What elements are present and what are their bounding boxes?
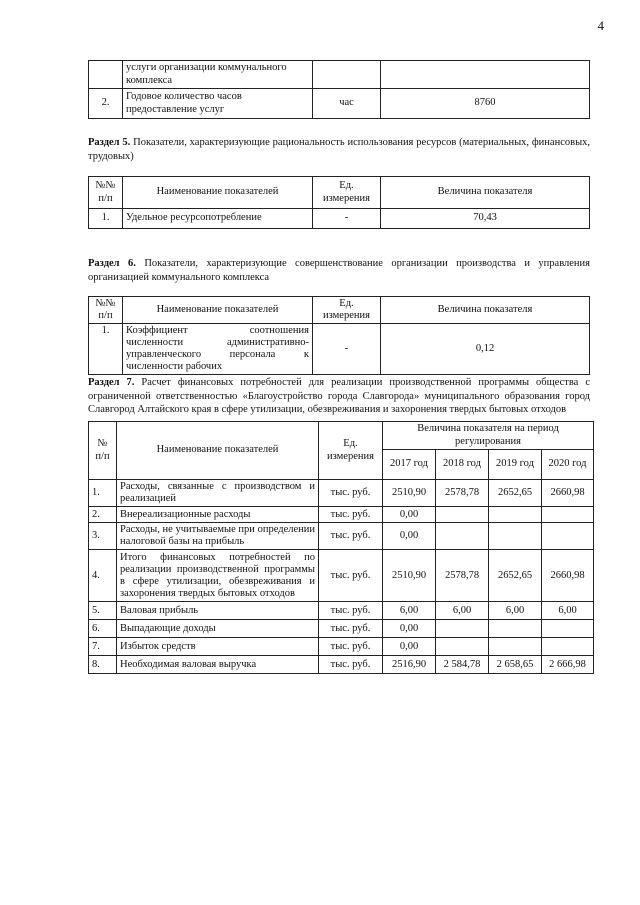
cell-value: 2660,98 <box>542 550 594 602</box>
cell-value <box>381 61 590 89</box>
section7-text: Расчет финансовых потребностей для реализации производственной программы общества с ограниченной ответственностью «Благоустройство города Славгорода» муниципального образования город Славгород Алтайского края в сфере утилизации, обезвреживания и захоронения твердых бытовых отходов <box>88 377 590 416</box>
header-value: Величина показателя <box>381 297 590 324</box>
cell-value: 0,00 <box>383 523 436 550</box>
header-num: №№ п/п <box>89 177 123 209</box>
cell-value: 6,00 <box>542 602 594 620</box>
header-year: 2019 год <box>489 450 542 480</box>
cell-num: 3. <box>89 523 117 550</box>
cell-value <box>542 638 594 656</box>
table-row <box>89 480 594 507</box>
header-name: Наименование показателей <box>117 422 319 480</box>
header-num: № п/п <box>89 422 117 480</box>
cell-unit: тыс. руб. <box>319 480 383 507</box>
table-row <box>89 550 594 602</box>
cell-unit: тыс. руб. <box>319 602 383 620</box>
cell-num: 1. <box>89 324 123 375</box>
cell-value: 8760 <box>381 89 590 119</box>
cell-value <box>489 523 542 550</box>
table-row <box>89 324 590 375</box>
cell-unit: тыс. руб. <box>319 620 383 638</box>
header-year: 2020 год <box>542 450 594 480</box>
cell-value: 0,00 <box>383 507 436 523</box>
cell-num: 1. <box>89 209 123 229</box>
cell-value <box>542 620 594 638</box>
cell-value: 2578,78 <box>436 550 489 602</box>
cell-unit: час <box>313 89 381 119</box>
cell-name: Расходы, не учитываемые при определении налоговой базы на прибыль <box>117 523 319 550</box>
header-name: Наименование показателей <box>123 297 313 324</box>
table-row <box>89 523 594 550</box>
section6-table <box>88 296 590 375</box>
cell-unit <box>313 61 381 89</box>
cell-num: 4. <box>89 550 117 602</box>
cell-num: 2. <box>89 89 123 119</box>
section6-text: Показатели, характеризующие совершенствование организации производства и управления организацией коммунального комплекса <box>88 258 590 283</box>
section6-label: Раздел 6. <box>88 258 136 269</box>
cell-value: 0,00 <box>383 638 436 656</box>
header-unit: Ед. измерения <box>313 177 381 209</box>
page-number: 4 <box>597 18 604 33</box>
cell-value: 2 584,78 <box>436 656 489 674</box>
table-row <box>89 620 594 638</box>
cell-name: Необходимая валовая выручка <box>117 656 319 674</box>
cell-unit: тыс. руб. <box>319 523 383 550</box>
cell-unit: тыс. руб. <box>319 656 383 674</box>
table-row <box>89 656 594 674</box>
cell-value: 2660,98 <box>542 480 594 507</box>
table-row <box>89 209 590 229</box>
section7-table <box>88 421 594 674</box>
cell-value <box>542 507 594 523</box>
header-value-group: Величина показателя на период регулирования <box>383 422 594 450</box>
cell-value: 2510,90 <box>383 550 436 602</box>
cell-name: Годовое количество часов предоставление услуг <box>123 89 313 119</box>
cell-value: 2516,90 <box>383 656 436 674</box>
cell-name: Внереализационные расходы <box>117 507 319 523</box>
header-value: Величина показателя <box>381 177 590 209</box>
cell-value: 2578,78 <box>436 480 489 507</box>
header-num: №№ п/п <box>89 297 123 324</box>
cell-name: Итого финансовых потребностей по реализации производственной программы в сфере утилизации, обезвреживания и захоронения твердых бытовых отходов <box>117 550 319 602</box>
cell-name: Валовая прибыль <box>117 602 319 620</box>
section5-text: Показатели, характеризующие рациональность использования ресурсов (материальных, финансовых, трудовых) <box>88 137 590 162</box>
section7-label: Раздел 7. <box>88 377 135 388</box>
cell-value <box>542 523 594 550</box>
cell-name: Выпадающие доходы <box>117 620 319 638</box>
cell-value <box>436 507 489 523</box>
cell-unit: тыс. руб. <box>319 638 383 656</box>
cell-name: Избыток средств <box>117 638 319 656</box>
top-table <box>88 60 590 119</box>
cell-value: 6,00 <box>383 602 436 620</box>
cell-num: 8. <box>89 656 117 674</box>
cell-unit: тыс. руб. <box>319 550 383 602</box>
table-row <box>89 89 590 119</box>
table-row <box>89 638 594 656</box>
header-row <box>89 422 594 450</box>
cell-value: 2652,65 <box>489 480 542 507</box>
table-row <box>89 602 594 620</box>
cell-value: 70,43 <box>381 209 590 229</box>
section5-title <box>88 136 590 163</box>
header-name: Наименование показателей <box>123 177 313 209</box>
cell-unit: тыс. руб. <box>319 507 383 523</box>
cell-value: 2510,90 <box>383 480 436 507</box>
cell-value <box>436 638 489 656</box>
header-year: 2017 год <box>383 450 436 480</box>
cell-num: 1. <box>89 480 117 507</box>
cell-value <box>436 620 489 638</box>
cell-name: Удельное ресурсопотребление <box>123 209 313 229</box>
cell-value <box>489 638 542 656</box>
cell-value <box>436 523 489 550</box>
section5-table <box>88 176 590 229</box>
cell-value <box>489 620 542 638</box>
cell-num: 2. <box>89 507 117 523</box>
section7-title <box>88 376 590 417</box>
table-row <box>89 61 590 89</box>
cell-unit: - <box>313 324 381 375</box>
header-row <box>89 297 590 324</box>
cell-num <box>89 61 123 89</box>
table-row <box>89 507 594 523</box>
cell-value <box>489 507 542 523</box>
cell-value: 6,00 <box>489 602 542 620</box>
header-unit: Ед. измерения <box>319 422 383 480</box>
cell-num: 6. <box>89 620 117 638</box>
cell-name: услуги организации коммунального комплекса <box>123 61 313 89</box>
cell-value: 6,00 <box>436 602 489 620</box>
cell-value: 2 658,65 <box>489 656 542 674</box>
cell-unit: - <box>313 209 381 229</box>
header-row <box>89 177 590 209</box>
cell-value: 2652,65 <box>489 550 542 602</box>
section5-label: Раздел 5. <box>88 137 131 148</box>
cell-value: 0,12 <box>381 324 590 375</box>
cell-num: 5. <box>89 602 117 620</box>
cell-name: Расходы, связанные с производством и реализацией <box>117 480 319 507</box>
section6-title <box>88 257 590 284</box>
cell-value: 0,00 <box>383 620 436 638</box>
cell-num: 7. <box>89 638 117 656</box>
header-unit: Ед. измерения <box>313 297 381 324</box>
cell-value: 2 666,98 <box>542 656 594 674</box>
cell-name: Коэффициент соотношения численности административно-управленческого персонала к численности рабочих <box>123 324 313 375</box>
header-year: 2018 год <box>436 450 489 480</box>
